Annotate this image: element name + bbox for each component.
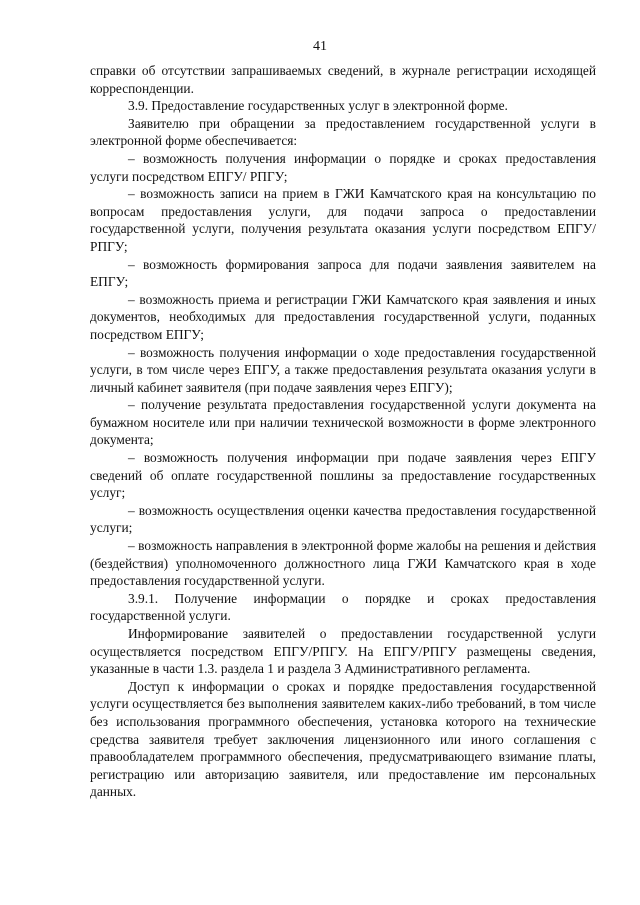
paragraph: справки об отсутствии запрашиваемых сведений, в журнале регистрации исходящей корреспонденции. (90, 63, 596, 96)
paragraph: – возможность формирования запроса для подачи заявления заявителем на ЕПГУ; (90, 256, 596, 290)
paragraph: Заявителю при обращении за предоставлением государственной услуги в электронной форме обеспечивается: (90, 115, 596, 149)
paragraph: – возможность приема и регистрации ГЖИ Камчатского края заявления и иных документов, необходимых для предоставления государственной услуги, поданных посредством ЕПГУ; (90, 291, 596, 342)
paragraph: 3.9.1. Получение информации о порядке и сроках предоставления государственной услуги. (90, 590, 596, 624)
paragraph: Доступ к информации о сроках и порядке предоставления государственной услуги осуществляется без выполнения заявителем каких-либо требований, в том числе без использования программного обеспечения, установка которого на технические средства заявителя требует заключения лицензионного или иного соглашения с правообладателем программного обеспечения, предусматривающего взимание платы, регистрацию или авторизацию заявителя, или предоставление им персональных данных. (90, 678, 596, 800)
paragraph: – возможность получения информации о порядке и сроках предоставления услуги посредством ЕПГУ/ РПГУ; (90, 150, 596, 184)
paragraph: Информирование заявителей о предоставлении государственной услуги осуществляется посредством ЕПГУ/РПГУ. На ЕПГУ/РПГУ размещены сведения, указанные в части 1.3. раздела 1 и раздела 3 Административного регламента. (90, 626, 596, 677)
document-body (90, 62, 596, 801)
paragraph: 3.9. Предоставление государственных услуг в электронной форме. (128, 98, 508, 114)
paragraph: – возможность записи на прием в ГЖИ Камчатского края на консультацию по вопросам предоставления услуги, для подачи запроса о предоставлении государственной услуги, получения результата оказания услуги посредством ЕПГУ/РПГУ; (90, 186, 596, 254)
paragraph: – возможность осуществления оценки качества предоставления государственной услуги; (90, 502, 596, 536)
paragraph: – получение результата предоставления государственной услуги документа на бумажном носителе или при наличии технической возможности в форме электронного документа; (90, 397, 596, 448)
paragraph: – возможность получения информации о ходе предоставления государственной услуги, в том числе через ЕПГУ, а также предоставления результата оказания услуги в личный кабинет заявителя (при подаче заявления через ЕПГУ); (90, 344, 596, 395)
page-number: 41 (313, 39, 327, 54)
paragraph: – возможность направления в электронной форме жалобы на решения и действия (бездействия) уполномоченного должностного лица ГЖИ Камчатского края в ходе предоставления государственной услуги. (90, 538, 596, 589)
paragraph: – возможность получения информации при подаче заявления через ЕПГУ сведений об оплате государственной пошлины за предоставление государственных услуг; (90, 450, 596, 501)
